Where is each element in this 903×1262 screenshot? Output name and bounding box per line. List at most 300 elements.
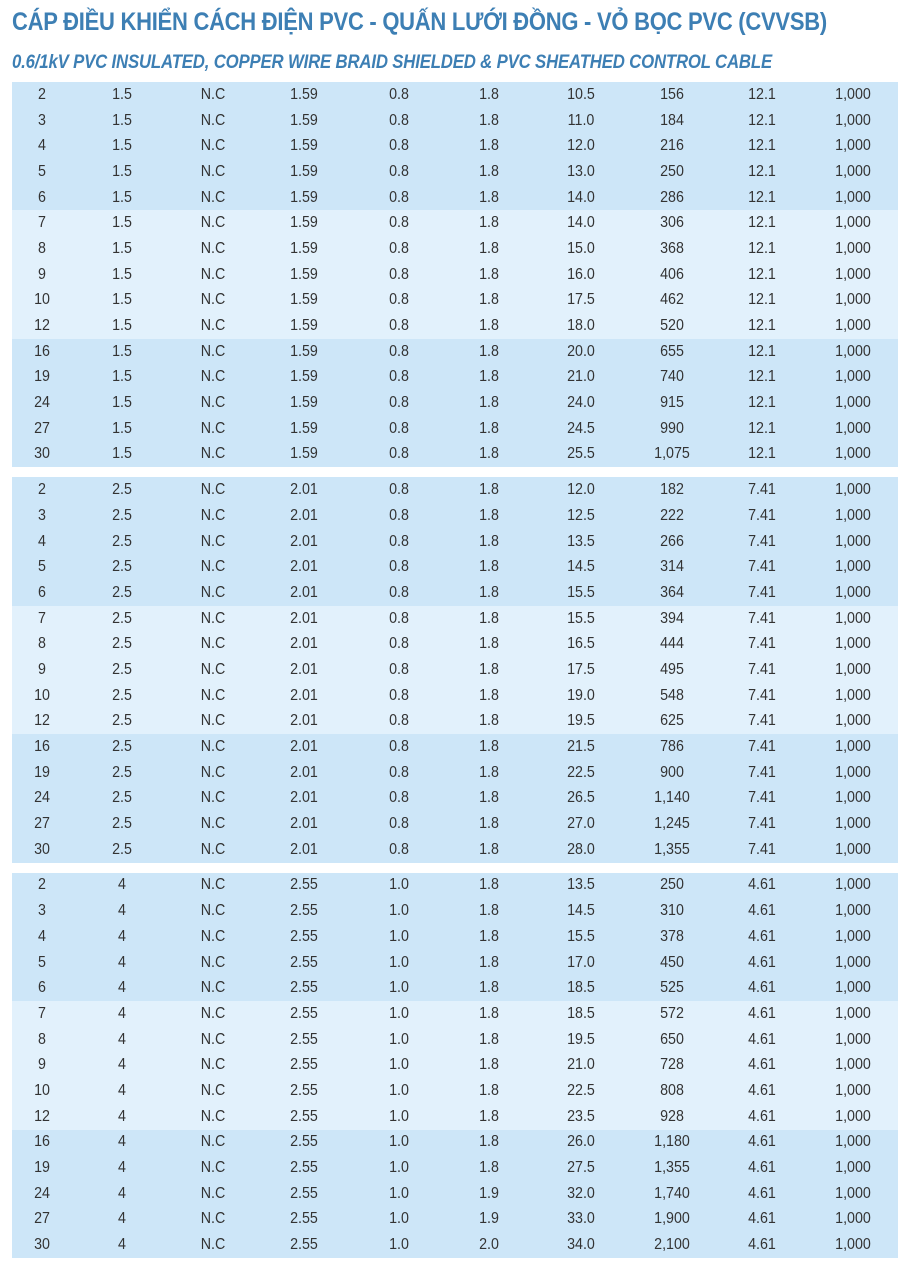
table-cell: 21.0 (567, 368, 595, 386)
table-cell: 0.8 (389, 368, 409, 386)
table-cell: 14.5 (567, 902, 595, 920)
table-cell: 1,000 (835, 506, 871, 524)
table-cell: 1,000 (835, 876, 871, 894)
table-cell: 2.5 (112, 712, 132, 730)
table-cell: 1.8 (479, 789, 499, 807)
table-row (12, 133, 898, 159)
table-cell: 4.61 (748, 927, 776, 945)
table-cell: 7.41 (748, 481, 776, 499)
table-cell: 1.8 (479, 532, 499, 550)
table-cell: 1,000 (835, 1056, 871, 1074)
table-cell: 2.5 (112, 763, 132, 781)
table-cell: 9 (38, 265, 46, 283)
table-cell: 12.1 (748, 265, 776, 283)
table-cell: 1,000 (835, 481, 871, 499)
table-cell: 1.5 (112, 214, 132, 232)
table-row (12, 313, 898, 339)
table-row (12, 1104, 898, 1130)
table-cell: 1.8 (479, 609, 499, 627)
table-row (12, 288, 898, 314)
table-cell: 4.61 (748, 1056, 776, 1074)
table-row (12, 442, 898, 468)
table-cell: 786 (660, 738, 684, 756)
table-cell: 17.5 (567, 291, 595, 309)
table-cell: 1,000 (835, 188, 871, 206)
table-cell: 30 (34, 840, 50, 858)
table-cell: 1.5 (112, 85, 132, 103)
table-cell: 12.1 (748, 394, 776, 412)
table-cell: 1.9 (479, 1210, 499, 1228)
table-cell: 1.8 (479, 738, 499, 756)
table-cell: N.C (200, 1236, 226, 1254)
table-row (12, 924, 898, 950)
table-cell: 1.8 (479, 481, 499, 499)
table-cell: 222 (660, 506, 684, 524)
table-cell: 306 (660, 214, 684, 232)
table-cell: 548 (660, 686, 684, 704)
table-cell: 3 (38, 506, 46, 524)
table-cell: 0.8 (389, 137, 409, 155)
table-cell: 2.5 (112, 738, 132, 756)
table-cell: N.C (200, 609, 226, 627)
table-cell: 0.8 (389, 111, 409, 129)
table-cell: 1.59 (290, 342, 318, 360)
table-cell: 4 (118, 927, 126, 945)
table-cell: 4.61 (748, 953, 776, 971)
table-cell: 2.55 (290, 902, 318, 920)
table-cell: 1,000 (835, 840, 871, 858)
table-cell: 4 (118, 1004, 126, 1022)
table-cell: 2.01 (290, 763, 318, 781)
table-cell: N.C (200, 789, 226, 807)
table-cell: 30 (34, 445, 50, 463)
table-cell: 12.1 (748, 317, 776, 335)
table-cell: 12.0 (567, 481, 595, 499)
table-cell: 1.8 (479, 1004, 499, 1022)
table-cell: 19.0 (567, 686, 595, 704)
table-cell: N.C (200, 840, 226, 858)
table-cell: 2 (38, 85, 46, 103)
table-cell: 12.5 (567, 506, 595, 524)
table-cell: N.C (200, 1081, 226, 1099)
table-cell: 8 (38, 635, 46, 653)
table-row (12, 1027, 898, 1053)
table-cell: 7.41 (748, 738, 776, 756)
table-cell: 495 (660, 660, 684, 678)
table-cell: 1.0 (389, 1056, 409, 1074)
table-row (12, 760, 898, 786)
table-cell: 1,000 (835, 1159, 871, 1177)
table-cell: 0.8 (389, 342, 409, 360)
table-cell: 11.0 (567, 111, 595, 129)
table-cell: 26.5 (567, 789, 595, 807)
table-cell: 7 (38, 609, 46, 627)
table-cell: 2.55 (290, 1236, 318, 1254)
table-cell: 19 (34, 763, 50, 781)
table-cell: 2.01 (290, 532, 318, 550)
table-cell: 32.0 (567, 1184, 595, 1202)
table-cell: 0.8 (389, 214, 409, 232)
table-cell: 1.8 (479, 85, 499, 103)
table-cell: 1,000 (835, 85, 871, 103)
table-cell: 1,180 (654, 1133, 690, 1151)
table-cell: 1.8 (479, 876, 499, 894)
table-cell: 12.0 (567, 137, 595, 155)
table-cell: 4.61 (748, 979, 776, 997)
table-cell: 1,740 (654, 1184, 690, 1202)
table-row (12, 339, 898, 365)
table-cell: 1.8 (479, 763, 499, 781)
table-cell: 4 (118, 902, 126, 920)
table-cell: 5 (38, 953, 46, 971)
table-row (12, 1130, 898, 1156)
table-cell: 1,000 (835, 162, 871, 180)
table-cell: 21.0 (567, 1056, 595, 1074)
table-cell: 1.8 (479, 188, 499, 206)
table-cell: 4.61 (748, 1210, 776, 1228)
table-cell: N.C (200, 927, 226, 945)
table-cell: 1.59 (290, 137, 318, 155)
table-cell: 1.8 (479, 239, 499, 257)
table-cell: 1.5 (112, 188, 132, 206)
table-cell: 1.8 (479, 927, 499, 945)
table-cell: 1.5 (112, 419, 132, 437)
table-cell: 4.61 (748, 1236, 776, 1254)
table-cell: 12.1 (748, 137, 776, 155)
table-cell: 915 (660, 394, 684, 412)
table-cell: 2.01 (290, 712, 318, 730)
table-cell: 1.59 (290, 317, 318, 335)
table-cell: 4.61 (748, 1159, 776, 1177)
table-cell: 1,900 (654, 1210, 690, 1228)
table-cell: 0.8 (389, 419, 409, 437)
table-cell: 4 (118, 1210, 126, 1228)
table-cell: 24.5 (567, 419, 595, 437)
table-cell: 2.01 (290, 660, 318, 678)
table-group (12, 82, 898, 467)
table-cell: 0.8 (389, 815, 409, 833)
table-cell: 1.0 (389, 953, 409, 971)
table-cell: 7.41 (748, 532, 776, 550)
table-cell: 24 (34, 1184, 50, 1202)
table-cell: 14.0 (567, 188, 595, 206)
table-cell: N.C (200, 953, 226, 971)
table-cell: N.C (200, 85, 226, 103)
table-cell: 1,000 (835, 558, 871, 576)
table-cell: 2.5 (112, 789, 132, 807)
table-cell: 1.0 (389, 1133, 409, 1151)
table-cell: 0.8 (389, 635, 409, 653)
table-cell: 0.8 (389, 85, 409, 103)
table-cell: 2.5 (112, 686, 132, 704)
table-cell: 2.01 (290, 583, 318, 601)
table-cell: 7.41 (748, 686, 776, 704)
table-cell: 1,000 (835, 583, 871, 601)
table-cell: 1.8 (479, 1107, 499, 1125)
table-cell: 1.8 (479, 214, 499, 232)
table-row (12, 554, 898, 580)
table-cell: 7.41 (748, 660, 776, 678)
table-cell: 27 (34, 815, 50, 833)
table-cell: 17.0 (567, 953, 595, 971)
table-cell: 5 (38, 162, 46, 180)
table-cell: 625 (660, 712, 684, 730)
table-cell: 2.5 (112, 815, 132, 833)
table-cell: 10 (34, 1081, 50, 1099)
table-cell: 27.0 (567, 815, 595, 833)
table-cell: 1.5 (112, 239, 132, 257)
table-cell: 1.8 (479, 686, 499, 704)
table-cell: 7.41 (748, 840, 776, 858)
table-cell: 4 (118, 1107, 126, 1125)
table-cell: 7 (38, 214, 46, 232)
table-cell: 2.5 (112, 660, 132, 678)
table-cell: 1,000 (835, 317, 871, 335)
table-row (12, 1078, 898, 1104)
table-cell: 740 (660, 368, 684, 386)
table-cell: 2.5 (112, 583, 132, 601)
table-cell: 2,100 (654, 1236, 690, 1254)
table-cell: 10.5 (567, 85, 595, 103)
table-cell: 8 (38, 239, 46, 257)
table-row (12, 709, 898, 735)
table-cell: 1,000 (835, 979, 871, 997)
table-cell: 4.61 (748, 1107, 776, 1125)
table-cell: 4 (118, 953, 126, 971)
table-cell: 1,000 (835, 1133, 871, 1151)
table-cell: 4 (118, 1030, 126, 1048)
table-cell: 1.5 (112, 265, 132, 283)
table-group (12, 873, 898, 1258)
table-row (12, 950, 898, 976)
table-cell: 14.0 (567, 214, 595, 232)
table-cell: 1,000 (835, 789, 871, 807)
table-cell: 1,000 (835, 712, 871, 730)
table-cell: 1.0 (389, 1004, 409, 1022)
table-cell: 1.0 (389, 1210, 409, 1228)
table-cell: 1.5 (112, 111, 132, 129)
table-cell: 2.01 (290, 558, 318, 576)
table-cell: 1.5 (112, 162, 132, 180)
table-cell: 0.8 (389, 789, 409, 807)
table-cell: 1,000 (835, 342, 871, 360)
table-cell: 1,075 (654, 445, 690, 463)
table-cell: 27 (34, 1210, 50, 1228)
table-cell: 12.1 (748, 214, 776, 232)
table-cell: 7.41 (748, 609, 776, 627)
table-row (12, 873, 898, 899)
table-cell: 728 (660, 1056, 684, 1074)
table-cell: N.C (200, 188, 226, 206)
table-cell: 525 (660, 979, 684, 997)
table-cell: 22.5 (567, 763, 595, 781)
table-row (12, 262, 898, 288)
table-cell: 1.8 (479, 840, 499, 858)
table-cell: 2.55 (290, 927, 318, 945)
table-cell: N.C (200, 214, 226, 232)
table-row (12, 631, 898, 657)
table-cell: 1.8 (479, 317, 499, 335)
table-row (12, 108, 898, 134)
table-cell: 13.5 (567, 876, 595, 894)
table-row (12, 1181, 898, 1207)
table-cell: 2.55 (290, 1030, 318, 1048)
table-cell: 16.0 (567, 265, 595, 283)
table-cell: 34.0 (567, 1236, 595, 1254)
table-cell: 406 (660, 265, 684, 283)
table-cell: N.C (200, 239, 226, 257)
table-cell: 1,000 (835, 1210, 871, 1228)
table-cell: 1.5 (112, 291, 132, 309)
table-cell: 1.5 (112, 342, 132, 360)
table-cell: 12.1 (748, 239, 776, 257)
table-cell: 1.0 (389, 979, 409, 997)
table-cell: 0.8 (389, 686, 409, 704)
table-cell: N.C (200, 291, 226, 309)
table-cell: 4 (118, 1159, 126, 1177)
table-cell: N.C (200, 712, 226, 730)
table-cell: 0.8 (389, 239, 409, 257)
table-cell: 7.41 (748, 558, 776, 576)
table-cell: 216 (660, 137, 684, 155)
table-cell: 16.5 (567, 635, 595, 653)
table-cell: N.C (200, 317, 226, 335)
table-cell: 6 (38, 979, 46, 997)
table-cell: 28.0 (567, 840, 595, 858)
table-cell: 808 (660, 1081, 684, 1099)
table-cell: 4.61 (748, 1030, 776, 1048)
table-cell: 2.5 (112, 635, 132, 653)
table-cell: 1.8 (479, 506, 499, 524)
table-cell: 368 (660, 239, 684, 257)
table-cell: 19.5 (567, 1030, 595, 1048)
table-cell: 2.5 (112, 532, 132, 550)
table-cell: 1.9 (479, 1184, 499, 1202)
table-cell: 1.8 (479, 953, 499, 971)
table-row (12, 1207, 898, 1233)
table-cell: 4 (38, 532, 46, 550)
table-cell: N.C (200, 1184, 226, 1202)
table-cell: 2.55 (290, 1056, 318, 1074)
table-cell: 0.8 (389, 840, 409, 858)
table-cell: 1.59 (290, 291, 318, 309)
table-cell: 1,000 (835, 1184, 871, 1202)
table-cell: 4 (118, 1184, 126, 1202)
table-cell: 4.61 (748, 1004, 776, 1022)
table-cell: 1.8 (479, 1081, 499, 1099)
table-cell: 1,000 (835, 394, 871, 412)
table-cell: 990 (660, 419, 684, 437)
table-cell: 1,000 (835, 291, 871, 309)
table-cell: 650 (660, 1030, 684, 1048)
table-cell: 1.59 (290, 85, 318, 103)
table-cell: 4 (118, 876, 126, 894)
table-row (12, 503, 898, 529)
table-cell: 1,000 (835, 368, 871, 386)
table-cell: 23.5 (567, 1107, 595, 1125)
page-subtitle: 0.6/1kV PVC INSULATED, COPPER WIRE BRAID SHIELDED & PVC SHEATHED CONTROL CABLE (12, 51, 772, 73)
table-cell: 1,000 (835, 214, 871, 232)
table-cell: N.C (200, 137, 226, 155)
table-cell: 1.8 (479, 445, 499, 463)
table-cell: 2.55 (290, 979, 318, 997)
table-cell: N.C (200, 635, 226, 653)
table-cell: 520 (660, 317, 684, 335)
table-row (12, 580, 898, 606)
table-cell: 8 (38, 1030, 46, 1048)
table-row (12, 390, 898, 416)
page-title: CÁP ĐIỀU KHIỂN CÁCH ĐIỆN PVC - QUẤN LƯỚI ĐỒNG - VỎ BỌC PVC (CVVSB) (12, 8, 827, 36)
table-cell: 1.8 (479, 712, 499, 730)
table-cell: 19.5 (567, 712, 595, 730)
table-cell: 1,000 (835, 763, 871, 781)
table-cell: 1.8 (479, 583, 499, 601)
table-cell: 1.8 (479, 368, 499, 386)
table-row (12, 683, 898, 709)
table-cell: 0.8 (389, 188, 409, 206)
table-row (12, 1001, 898, 1027)
table-cell: 19 (34, 368, 50, 386)
table-cell: 12.1 (748, 188, 776, 206)
table-cell: 2.5 (112, 609, 132, 627)
table-cell: 1.8 (479, 162, 499, 180)
table-cell: 1.8 (479, 265, 499, 283)
table-cell: 1,000 (835, 111, 871, 129)
table-cell: 250 (660, 162, 684, 180)
table-row (12, 236, 898, 262)
table-row (12, 811, 898, 837)
table-cell: 33.0 (567, 1210, 595, 1228)
table-cell: 5 (38, 558, 46, 576)
table-cell: N.C (200, 1107, 226, 1125)
table-cell: 1,000 (835, 137, 871, 155)
table-cell: 12 (34, 317, 50, 335)
table-row (12, 416, 898, 442)
table-cell: 286 (660, 188, 684, 206)
table-cell: N.C (200, 660, 226, 678)
table-cell: 2.55 (290, 953, 318, 971)
table-cell: 3 (38, 902, 46, 920)
table-cell: 1.8 (479, 291, 499, 309)
table-cell: 1.5 (112, 317, 132, 335)
table-cell: 2.01 (290, 738, 318, 756)
table-cell: 4 (118, 1133, 126, 1151)
table-cell: 26.0 (567, 1133, 595, 1151)
table-cell: 378 (660, 927, 684, 945)
table-cell: 14.5 (567, 558, 595, 576)
table-cell: 1.0 (389, 1107, 409, 1125)
table-cell: 18.0 (567, 317, 595, 335)
table-cell: N.C (200, 265, 226, 283)
table-cell: 1,000 (835, 609, 871, 627)
table-cell: 1,000 (835, 660, 871, 678)
table-cell: 0.8 (389, 291, 409, 309)
table-cell: 2.01 (290, 815, 318, 833)
table-cell: 1.8 (479, 635, 499, 653)
table-cell: N.C (200, 1004, 226, 1022)
table-cell: N.C (200, 1210, 226, 1228)
table-cell: 266 (660, 532, 684, 550)
table-cell: 4 (118, 1056, 126, 1074)
table-cell: 0.8 (389, 609, 409, 627)
table-cell: 12.1 (748, 419, 776, 437)
table-cell: 24 (34, 394, 50, 412)
table-cell: 1.5 (112, 137, 132, 155)
table-cell: N.C (200, 368, 226, 386)
table-cell: 7.41 (748, 789, 776, 807)
table-cell: 1.5 (112, 445, 132, 463)
table-cell: 16 (34, 738, 50, 756)
